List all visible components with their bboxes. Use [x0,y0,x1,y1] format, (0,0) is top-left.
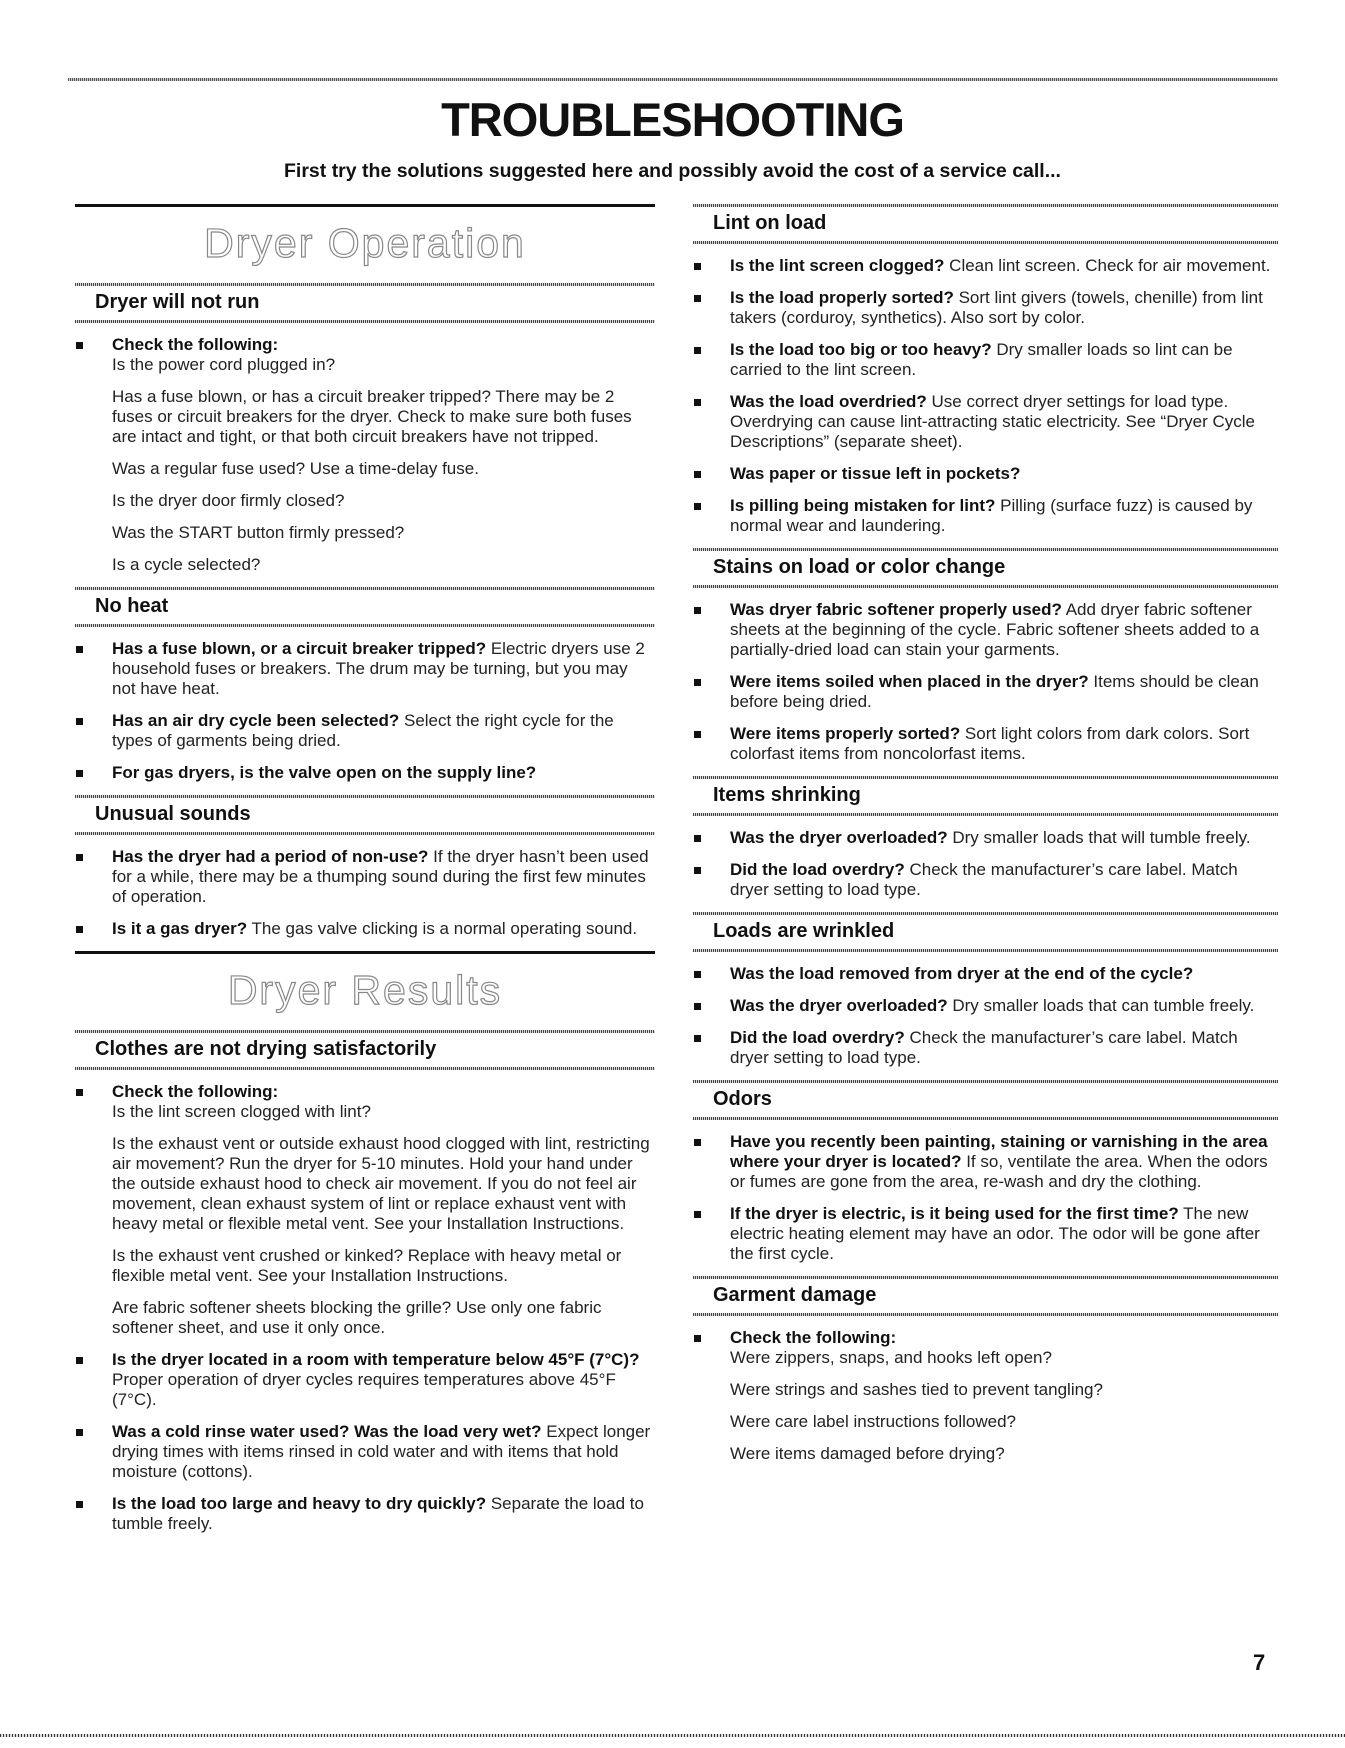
question: Is the load too large and heavy to dry quickly? [112,1494,487,1513]
answer: Proper operation of dryer cycles requires temperatures above 45°F (7°C). [112,1370,616,1409]
answer: Dry smaller loads that can tumble freely. [947,996,1255,1015]
list-item [75,919,655,939]
list-item [75,1422,655,1482]
top-divider [68,78,1278,81]
check-line: Are fabric softener sheets blocking the grille? Use only one fabric softener sheet, and use it only once. [112,1298,602,1337]
list-item [693,392,1278,452]
list-item [75,1350,655,1410]
question: Has an air dry cycle been selected? [112,711,400,730]
list-item [75,763,655,783]
hatch-rule [693,1117,1278,1120]
subsection-unusual-sounds [75,795,655,939]
question: Was paper or tissue left in pockets? [730,464,1021,483]
check-label: Check the following: [112,335,279,354]
answer: Expect longer drying times with items rinsed in cold water and with items that hold moisture (cottons). [112,1422,651,1481]
check-line: Were strings and sashes tied to prevent tangling? [730,1380,1103,1399]
subsection-garment-damage [693,1276,1278,1464]
item-list [693,600,1278,764]
answer: If so, ventilate the area. When the odors or fumes are gone from the area, re-wash and dry the clothing. [730,1152,1268,1191]
question: Did the load overdry? [730,1028,905,1047]
answer: If the dryer hasn’t been used for a while, there may be a thumping sound during the first few minutes of operation. [112,847,649,906]
item-list [75,847,655,939]
list-item [75,639,655,699]
question: Did the load overdry? [730,860,905,879]
check-line: Was the START button firmly pressed? [112,523,405,542]
subsection-heading: No heat [95,595,169,617]
hatch-rule [693,585,1278,588]
question: Was the load overdried? [730,392,927,411]
answer: The gas valve clicking is a normal operating sound. [247,919,638,938]
answer: Pilling (surface fuzz) is caused by normal wear and laundering. [730,496,1253,535]
item-list [693,964,1278,1068]
question: Is it a gas dryer? [112,919,248,938]
question: Is the lint screen clogged? [730,256,945,275]
item-list [693,256,1278,536]
question: Was the dryer overloaded? [730,996,948,1015]
question: Is pilling being mistaken for lint? [730,496,996,515]
list-item [693,672,1278,712]
subsection-heading: Garment damage [713,1284,877,1306]
subsection-heading: Lint on load [713,212,827,234]
answer: Sort light colors from dark colors. Sort colorfast items from noncolorfast items. [730,724,1250,763]
list-item [693,256,1278,276]
subsection-wrinkled [693,912,1278,1068]
subsection-shrinking [693,776,1278,900]
item-list [693,828,1278,900]
question: If the dryer is electric, is it being used for the first time? [730,1204,1179,1223]
check-line: Were care label instructions followed? [730,1412,1016,1431]
answer: Electric dryers use 2 household fuses or breakers. The drum may be turning, but you may not have heat. [112,639,645,698]
list-item [75,335,655,575]
hatch-rule [693,241,1278,244]
answer: Dry smaller loads that will tumble freely. [947,828,1251,847]
check-line: Were items damaged before drying? [730,1444,1005,1463]
check-line: Were zippers, snaps, and hooks left open? [730,1348,1052,1367]
question: Is the load too big or too heavy? [730,340,992,359]
hatch-rule [693,949,1278,952]
subsection-lint-on-load [693,204,1278,536]
hatch-rule [75,320,655,323]
subsection-stains [693,548,1278,764]
list-item [693,996,1278,1016]
item-list [693,1132,1278,1264]
check-line: Is the power cord plugged in? [112,355,336,374]
check-line: Is the exhaust vent crushed or kinked? Replace with heavy metal or flexible metal vent. See your Installation Instructions. [112,1246,622,1285]
hatch-rule [693,1313,1278,1316]
list-item [693,600,1278,660]
check-list [75,335,655,575]
subsection-heading: Dryer will not run [95,291,260,313]
subsection-heading: Odors [713,1088,772,1110]
list-item [693,496,1278,536]
question: Is the dryer located in a room with temperature below 45°F (7°C)? [112,1350,640,1369]
answer: Select the right cycle for the types of garments being dried. [112,711,614,750]
answer: Clean lint screen. Check for air movement. [944,256,1271,275]
subsection-not-drying [75,1030,655,1534]
question: Were items soiled when placed in the dryer? [730,672,1089,691]
list-item [693,964,1278,984]
question: Has the dryer had a period of non-use? [112,847,429,866]
list-item [693,828,1278,848]
bottom-divider [0,1734,1345,1737]
question: For gas dryers, is the valve open on the supply line? [112,763,537,782]
list-item [693,464,1278,484]
list-item [693,724,1278,764]
hatch-rule [75,624,655,627]
answer: The new electric heating element may have an odor. The odor will be gone after the first cycle. [730,1204,1260,1263]
question: Was the dryer overloaded? [730,828,948,847]
answer: Separate the load to tumble freely. [112,1494,644,1533]
question: Have you recently been painting, staining or varnishing in the area where your dryer is located? [730,1132,1268,1171]
answer: Add dryer fabric softener sheets at the beginning of the cycle. Fabric softener sheets added to a partially-dried load can stain your garments. [730,600,1260,659]
question: Has a fuse blown, or a circuit breaker tripped? [112,639,487,658]
check-line: Is the lint screen clogged with lint? [112,1102,371,1121]
check-line: Is the dryer door firmly closed? [112,491,345,510]
subsection-odors [693,1080,1278,1264]
subsection-heading: Unusual sounds [95,803,251,825]
section-rule [75,204,655,207]
question: Was the load removed from dryer at the end of the cycle? [730,964,1194,983]
list-item [693,1204,1278,1264]
list-item [693,340,1278,380]
answer: Check the manufacturer’s care label. Match dryer setting to load type. [730,860,1238,899]
check-line: Has a fuse blown, or has a circuit breaker tripped? There may be 2 fuses or circuit breakers for the dryer. Check to make sure both fuses are intact and tight, or that both circuit breakers have not tripped. [112,387,632,446]
check-list [693,1328,1278,1464]
page-subtitle: First try the solutions suggested here and possibly avoid the cost of a service call... [284,160,1061,182]
subsection-heading: Clothes are not drying satisfactorily [95,1038,437,1060]
check-line: Was a regular fuse used? Use a time-delay fuse. [112,459,479,478]
hatch-rule [693,813,1278,816]
list-item [75,1494,655,1534]
answer: Items should be clean before being dried. [730,672,1259,711]
item-list [75,639,655,783]
list-item [75,847,655,907]
subsection-heading: Loads are wrinkled [713,920,895,942]
page-title: TROUBLESHOOTING [441,93,904,146]
subsection-heading: Items shrinking [713,784,861,806]
list-item [75,1082,655,1338]
hatch-rule [75,832,655,835]
question: Were items properly sorted? [730,724,961,743]
list-item [693,288,1278,328]
list-item [75,711,655,751]
answer: Dry smaller loads so lint can be carried to the lint screen. [730,340,1233,379]
subsection-heading: Stains on load or color change [713,556,1006,578]
check-line: Is a cycle selected? [112,555,261,574]
question: Was a cold rinse water used? Was the load very wet? [112,1422,542,1441]
answer: Sort lint givers (towels, chenille) from lint takers (corduroy, synthetics). Also sort by color. [730,288,1263,327]
list-item [693,1028,1278,1068]
section-title-dryer-results: Dryer Results [227,967,503,1013]
answer: Check the manufacturer’s care label. Match dryer setting to load type. [730,1028,1238,1067]
subsection-will-not-run [75,283,655,575]
check-label: Check the following: [730,1328,897,1347]
list-item [693,1328,1278,1464]
question: Was dryer fabric softener properly used? [730,600,1062,619]
item-list [75,1082,655,1534]
right-column [693,204,1278,1476]
page-number: 7 [1253,1650,1266,1675]
question: Is the load properly sorted? [730,288,954,307]
answer: Use correct dryer settings for load type. Overdrying can cause lint-attracting static electricity. See “Dryer Cycle Descriptions” (separate sheet). [730,392,1255,451]
list-item [693,860,1278,900]
hatch-rule [75,1067,655,1070]
check-label: Check the following: [112,1082,279,1101]
section-rule [75,951,655,954]
subsection-no-heat [75,587,655,783]
check-line: Is the exhaust vent or outside exhaust hood clogged with lint, restricting air movement? Run the dryer for 5-10 minutes. Hold your hand under the outside exhaust hood to check air movement. If you do not feel air movement, clean exhaust system of lint or replace exhaust vent with heavy metal or flexible metal vent. See your Installation Instructions. [112,1134,650,1233]
left-column [75,204,655,1546]
list-item [693,1132,1278,1192]
section-title-dryer-operation: Dryer Operation [204,220,526,266]
